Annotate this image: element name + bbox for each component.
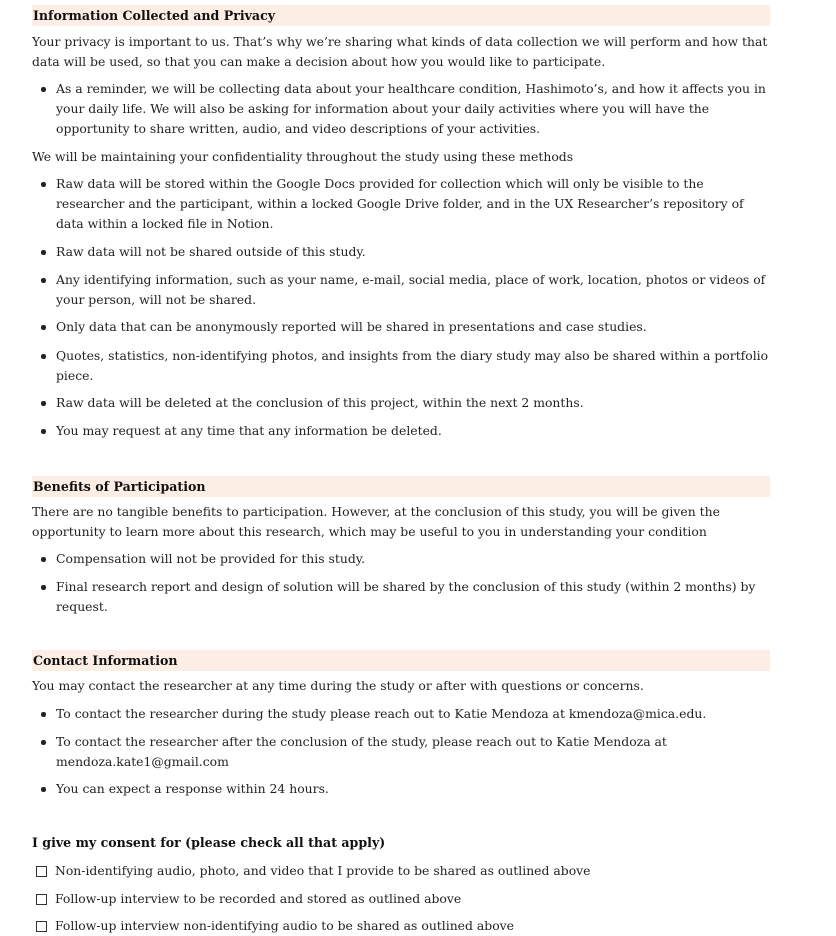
list-item: Raw data will be stored within the Google Docs provided for collection which will only be visible to the researcher and the participant, within a locked Google Drive folder, and in the UX Researcher’s repository of data within a locked file in Notion. <box>32 174 770 234</box>
list-item: To contact the researcher during the study please reach out to Katie Mendoza at kmendoza@mica.edu. <box>32 704 770 724</box>
consent-title: I give my consent for (please check all that apply) <box>32 835 386 850</box>
contact-section-title: Contact Information <box>32 650 770 671</box>
list-item: You may request at any time that any information be deleted. <box>32 421 770 441</box>
benefits-list <box>32 549 770 617</box>
privacy-intro: Your privacy is important to us. That’s why we’re sharing what kinds of data collection we will perform and how that data will be used, so that you can make a decision about how you would like to participate. <box>32 34 768 69</box>
list-item: To contact the researcher after the conclusion of the study, please reach out to Katie Mendoza at mendoza.kate1@gmail.com <box>32 732 770 772</box>
consent-option-interview-recorded[interactable] <box>32 889 770 909</box>
list-item: Compensation will not be provided for this study. <box>32 549 770 569</box>
list-item: Raw data will not be shared outside of this study. <box>32 242 770 262</box>
consent-option-label: Follow-up interview to be recorded and stored as outlined above <box>55 891 462 906</box>
contact-list <box>32 704 770 799</box>
consent-checkbox[interactable] <box>36 894 47 905</box>
benefits-section-title: Benefits of Participation <box>32 476 770 497</box>
list-item: You can expect a response within 24 hours. <box>32 779 770 799</box>
contact-intro: You may contact the researcher at any time during the study or after with questions or concerns. <box>32 678 644 693</box>
consent-form-page <box>32 5 770 936</box>
privacy-reminder-list <box>32 79 770 139</box>
consent-option-audio-photo-video[interactable] <box>32 861 770 881</box>
list-item: Quotes, statistics, non-identifying photos, and insights from the diary study may also be shared within a portfolio piece. <box>32 346 770 386</box>
consent-option-interview-audio-shared[interactable] <box>32 916 770 936</box>
list-item: Final research report and design of solution will be shared by the conclusion of this study (within 2 months) by request. <box>32 577 770 617</box>
list-item: Only data that can be anonymously reported will be shared in presentations and case studies. <box>32 317 770 337</box>
confidentiality-list <box>32 174 770 441</box>
consent-checkbox[interactable] <box>36 921 47 932</box>
consent-option-label: Non-identifying audio, photo, and video that I provide to be shared as outlined above <box>55 863 591 878</box>
benefits-intro: There are no tangible benefits to participation. However, at the conclusion of this study, you will be given the opportunity to learn more about this research, which may be useful to you in understanding your condition <box>32 504 720 539</box>
privacy-section-title: Information Collected and Privacy <box>32 5 770 26</box>
consent-option-label: Follow-up interview non-identifying audio to be shared as outlined above <box>55 918 514 933</box>
consent-checkbox[interactable] <box>36 866 47 877</box>
confidentiality-intro: We will be maintaining your confidentiality throughout the study using these methods <box>32 149 574 164</box>
list-item: Any identifying information, such as your name, e-mail, social media, place of work, location, photos or videos of your person, will not be shared. <box>32 270 770 310</box>
list-item: Raw data will be deleted at the conclusion of this project, within the next 2 months. <box>32 393 770 413</box>
list-item: As a reminder, we will be collecting data about your healthcare condition, Hashimoto’s, and how it affects you in your daily life. We will also be asking for information about your daily activities where you will have the opportunity to share written, audio, and video descriptions of your activities. <box>32 79 770 139</box>
